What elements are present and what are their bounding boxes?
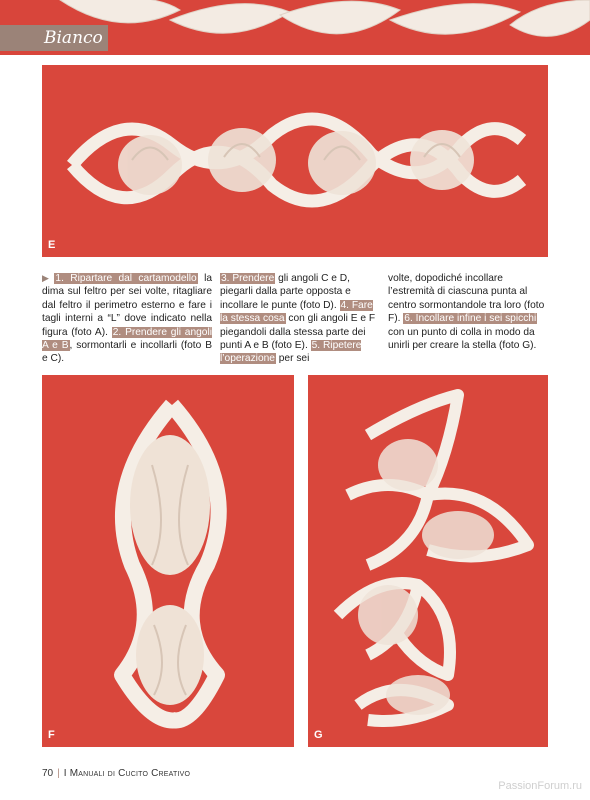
photo-g — [308, 375, 548, 747]
step-6-label: 6. Incollare infine i sei spicchi — [404, 313, 537, 325]
step-5-text: per sei — [275, 353, 310, 365]
footer-separator: | — [57, 768, 60, 779]
publication-name: I Manuali di Cucito Creativo — [63, 768, 191, 779]
step-5-continued-text: volte, dopodiché incollare l’estremità di ciascuna punta al centro sormontandole tra loro (foto F). — [388, 273, 545, 325]
page-footer — [42, 768, 190, 779]
page-number: 70 — [42, 768, 54, 779]
felt-chain-graphic — [42, 65, 548, 257]
step-5-label: 5. Ripetere l’operazione — [220, 340, 362, 365]
step-1-text: la dima sul feltro per sei volte, ritagliare dal feltro il perimetro esterno e fare i tagli interni a “L” dove indicato nella figura (foto A). — [42, 273, 212, 338]
photo-g-label: G — [314, 729, 323, 741]
step-3-text: gli angoli C e D, piegarli dalla parte opposta e incollare le punte (foto D). — [220, 273, 351, 311]
section-tag: Bianco — [0, 25, 108, 51]
step-2-label: 2. Prendere gli angoli A e B — [42, 326, 212, 352]
top-photo-strip — [0, 0, 590, 55]
felt-star-graphic — [308, 375, 548, 747]
photo-f — [42, 375, 294, 747]
step-4-text: con gli angoli E e F piegandoli dalla stessa parte dei punti A e B (foto E). — [220, 313, 376, 352]
photo-e-label: E — [48, 239, 56, 251]
watermark: PassionForum.ru — [498, 780, 582, 792]
instructions-column-3 — [388, 272, 548, 352]
step-4-label: 4. Fare la stessa cosa — [220, 299, 373, 325]
step-2-text: , sormontarli e incollarli (foto B e C). — [42, 340, 213, 365]
photo-f-label: F — [48, 729, 55, 741]
instructions-column-2 — [220, 272, 378, 366]
felt-spoke-graphic — [42, 375, 294, 747]
step-6-text: con un punto di colla in modo da unirli per creare la stella (foto G). — [388, 326, 537, 352]
instructions-column-1 — [42, 272, 212, 366]
step-3-label: 3. Prendere — [221, 273, 275, 284]
step-1-label: 1. Ripartare dal cartamodello — [55, 273, 197, 284]
photo-e — [42, 65, 548, 257]
bullet-icon: ▶ — [42, 273, 53, 283]
